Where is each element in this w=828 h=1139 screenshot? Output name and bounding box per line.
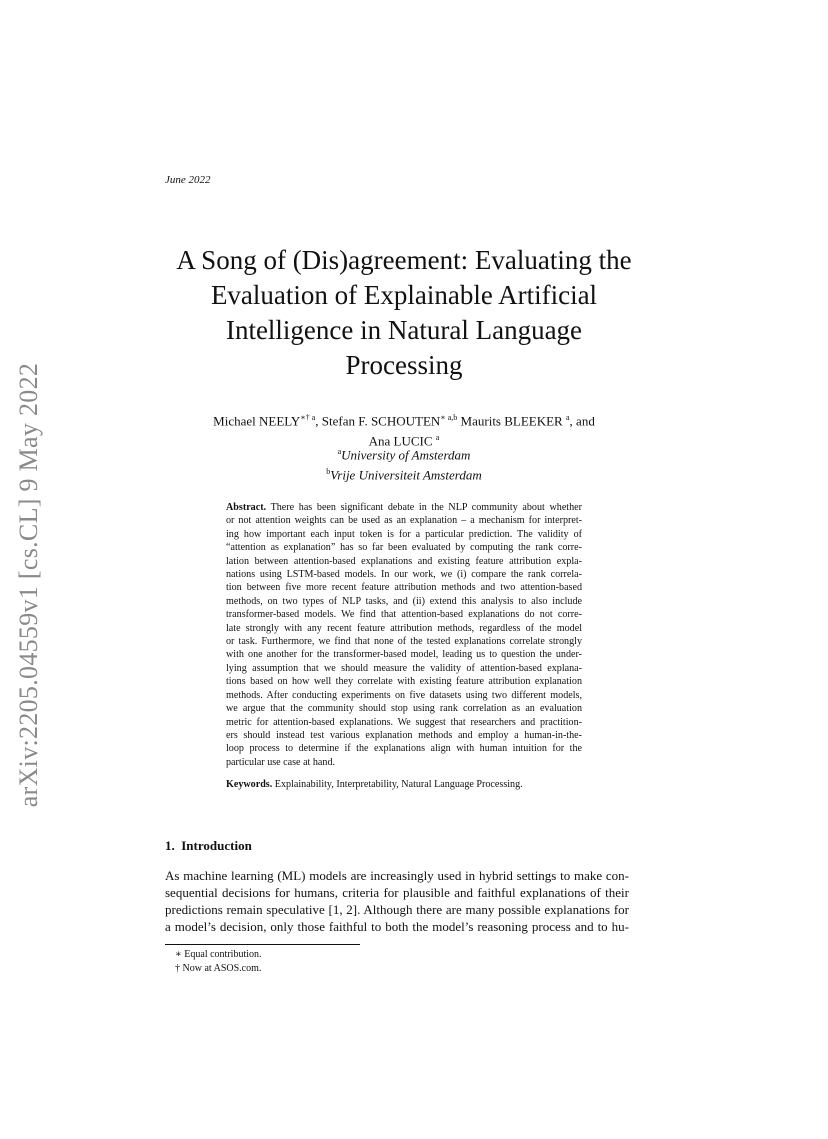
body-line: As machine learning (ML) models are increasingly used in hybrid settings to make con- xyxy=(165,868,629,883)
abstract-line: late strongly with any recent feature attribution methods, regardless of the model xyxy=(226,622,582,634)
affiliation xyxy=(180,443,628,463)
keywords-text: Explainability, Interpretability, Natural Language Processing. xyxy=(274,779,523,790)
abstract xyxy=(226,501,582,769)
author-name: Michael NEELY xyxy=(213,413,301,429)
section-title: Introduction xyxy=(181,838,252,853)
body-line: sequential decisions for humans, criteria for plausible and faithful explanations of their xyxy=(165,885,629,900)
affiliation xyxy=(180,463,628,483)
affiliation-marker: a xyxy=(337,447,342,456)
author-name: Maurits BLEEKER xyxy=(457,413,563,429)
paper-title xyxy=(120,243,688,383)
body-line: a model’s decision, only those faithful to both the model’s reasoning process and to hu- xyxy=(165,919,629,934)
abstract-line: loop process to determine if the explanations align with human intuition for the xyxy=(226,743,582,755)
affiliation-name: Vrije Universiteit Amsterdam xyxy=(330,467,482,483)
abstract-label: Abstract. xyxy=(226,502,267,513)
keywords xyxy=(226,779,586,790)
abstract-line: methods. After conducting experiments on five datasets using two different models, xyxy=(226,689,582,701)
abstract-line: lying assumption that we should measure the validity of attention-based explana- xyxy=(226,662,582,674)
footnote-mark: † xyxy=(175,963,180,974)
abstract-line: transformer-based models. We find that attention-based explanations do not corre- xyxy=(226,609,582,621)
section-number: 1. xyxy=(165,838,175,853)
abstract-line: ers should instead test various explanation methods and employ a human-in-the- xyxy=(226,729,582,741)
section-heading xyxy=(165,838,252,854)
author-marker: a xyxy=(565,413,570,422)
abstract-line: or task. Furthermore, we find that none of the tested explanations correlate strongly xyxy=(226,636,582,648)
abstract-line: lation between attention-based explanations and existing feature attribution expla- xyxy=(226,555,582,567)
abstract-line: particular use case at hand. xyxy=(226,756,336,768)
author-conjunction: , and xyxy=(569,413,595,429)
footnote-text: Now at ASOS.com. xyxy=(182,963,262,974)
title-line: A Song of (Dis)agreement: Evaluating the xyxy=(176,245,632,275)
abstract-line: Abstract. There has been significant debate in the NLP community about whether xyxy=(226,502,582,513)
author-marker: ∗† a xyxy=(300,413,316,422)
author-name: Ana LUCIC xyxy=(368,433,433,449)
title-line: Intelligence in Natural Language xyxy=(225,315,583,345)
body-line: predictions remain speculative [1, 2]. Although there are many possible explanations for xyxy=(165,902,629,917)
abstract-line: we argue that the community should stop using rank correlation as an evaluation xyxy=(226,703,582,715)
author-marker: a xyxy=(435,433,440,443)
affiliation-marker: b xyxy=(326,467,331,477)
title-line: Processing xyxy=(345,350,463,380)
abstract-line: tion between five more recent feature attribution methods and two attention-based xyxy=(226,582,582,594)
author-marker: ∗ a,b xyxy=(440,413,458,422)
affiliation-list xyxy=(180,443,628,484)
arxiv-identifier: arXiv:2205.04559v1 [cs.CL] 9 May 2022 xyxy=(14,362,43,808)
abstract-line: metric for attention-based explanations. We suggest that researchers and practition- xyxy=(226,716,582,728)
abstract-line: methods, on two types of NLP tasks, and (ii) extend this analysis to also include xyxy=(226,595,582,607)
footnote xyxy=(175,963,261,974)
abstract-line: “attention as explanation” has so far been evaluated by computing the rank corre- xyxy=(226,542,582,554)
abstract-line: or not attention weights can be used as an explanation – a mechanism for interpret- xyxy=(226,515,582,527)
footnote-divider xyxy=(165,944,360,945)
abstract-line: tions based on how well they correlate with existing feature attribution explanation xyxy=(226,676,582,688)
abstract-line: nations using LSTM-based models. In our work, we (i) compare the rank correla- xyxy=(226,569,582,581)
introduction-text xyxy=(165,867,629,935)
publication-date: June 2022 xyxy=(165,174,211,186)
title-line: Evaluation of Explainable Artificial xyxy=(210,280,598,310)
author-name: , Stefan F. SCHOUTEN xyxy=(315,413,441,429)
keywords-label: Keywords. xyxy=(226,779,273,790)
footnote-mark: ∗ xyxy=(175,949,182,960)
footnote-text: Equal contribution. xyxy=(184,949,262,960)
footnote xyxy=(175,949,262,960)
abstract-line: with one another for the transformer-based model, leading us to question the under- xyxy=(226,649,582,661)
abstract-line: ing how important each input token is for a particular prediction. The validity of xyxy=(226,528,582,540)
affiliation-name: University of Amsterdam xyxy=(341,447,471,463)
